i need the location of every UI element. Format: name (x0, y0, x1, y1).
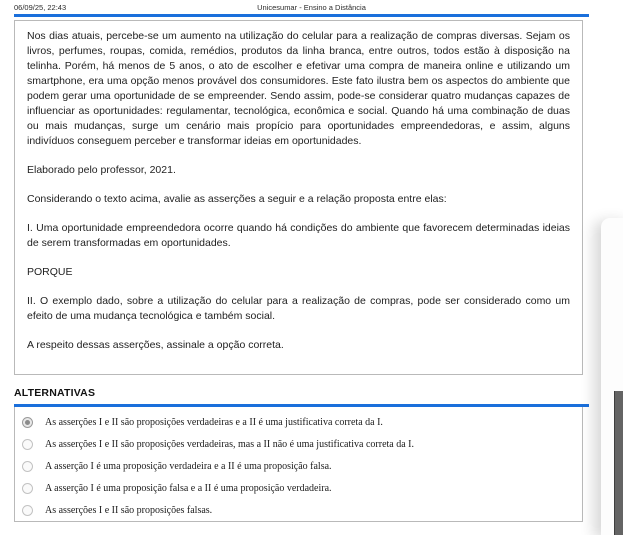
radio-button[interactable] (22, 417, 33, 428)
alternative-label: A asserção I é uma proposição verdadeira e a II é uma proposição falsa. (45, 460, 332, 472)
assertion-connector: PORQUE (27, 266, 73, 278)
alternatives-box (14, 407, 583, 522)
question-text-box (14, 20, 583, 375)
assertion-1: I. Uma oportunidade empreendedora ocorre quando há condições do ambiente que favorecem determinadas ideias de serem transformadas em oportunidades. (27, 222, 570, 249)
radio-button[interactable] (22, 505, 33, 516)
alternative-label: As asserções I e II são proposições falsas. (45, 504, 213, 516)
alternative-option[interactable] (15, 411, 582, 433)
assertion-2: II. O exemplo dado, sobre a utilização do celular para a realização de compras, pode ser considerado como um efeito de uma mudança tecnológica e também social. (27, 295, 570, 322)
header-datetime: 06/09/25, 22:43 (14, 3, 67, 12)
radio-button[interactable] (22, 439, 33, 450)
question-instruction: Considerando o texto acima, avalie as asserções a seguir e a relação proposta entre elas: (27, 193, 447, 205)
header-accent-rule (14, 14, 589, 17)
alternative-option[interactable] (15, 499, 582, 521)
header-title: Unicesumar - Ensino a Distância (257, 3, 366, 12)
radio-button[interactable] (22, 461, 33, 472)
radio-button[interactable] (22, 483, 33, 494)
alternative-option[interactable] (15, 433, 582, 455)
alternative-option[interactable] (15, 477, 582, 499)
question-paragraph: Nos dias atuais, percebe-se um aumento na utilização do celular para a realização de compras diversas. Sejam os livros, perfumes, roupas, comida, remédios, produtos da linha branca, entre outros, todos estão à disposição na telinha. Porém, há menos de 5 anos, o ato de escolher e efetivar uma compra de maneira online e utilizando um smartphone, era uma opção menos provável dos consumidores. Este fato ilustra bem os aspectos do ambiente que podem gerar uma oportunidade de se empreender. Sendo assim, pode-se considerar quatro mudanças capazes de influenciar as oportunidades: regulamentar, tecnológica, econômica e social. Quando há uma combinação de duas ou mais mudanças, surge um cenário mais propício para oportunidades empreendedoras, e assim, alguns indivíduos conseguem perceber e transformar ideias em oportunidades. (27, 30, 570, 147)
alternative-label: As asserções I e II são proposições verdadeiras, mas a II não é uma justificativa correta da I. (45, 438, 415, 450)
right-scrollbar-thumb[interactable] (614, 391, 623, 535)
alternatives-heading: ALTERNATIVAS (14, 387, 96, 399)
question-closing: A respeito dessas asserções, assinale a opção correta. (27, 339, 284, 351)
alternative-label: As asserções I e II são proposições verdadeiras e a II é uma justificativa correta da I. (45, 416, 383, 428)
question-source: Elaborado pelo professor, 2021. (27, 164, 176, 176)
alternative-option[interactable] (15, 455, 582, 477)
alternative-label: A asserção I é uma proposição falsa e a II é uma proposição verdadeira. (45, 482, 332, 494)
